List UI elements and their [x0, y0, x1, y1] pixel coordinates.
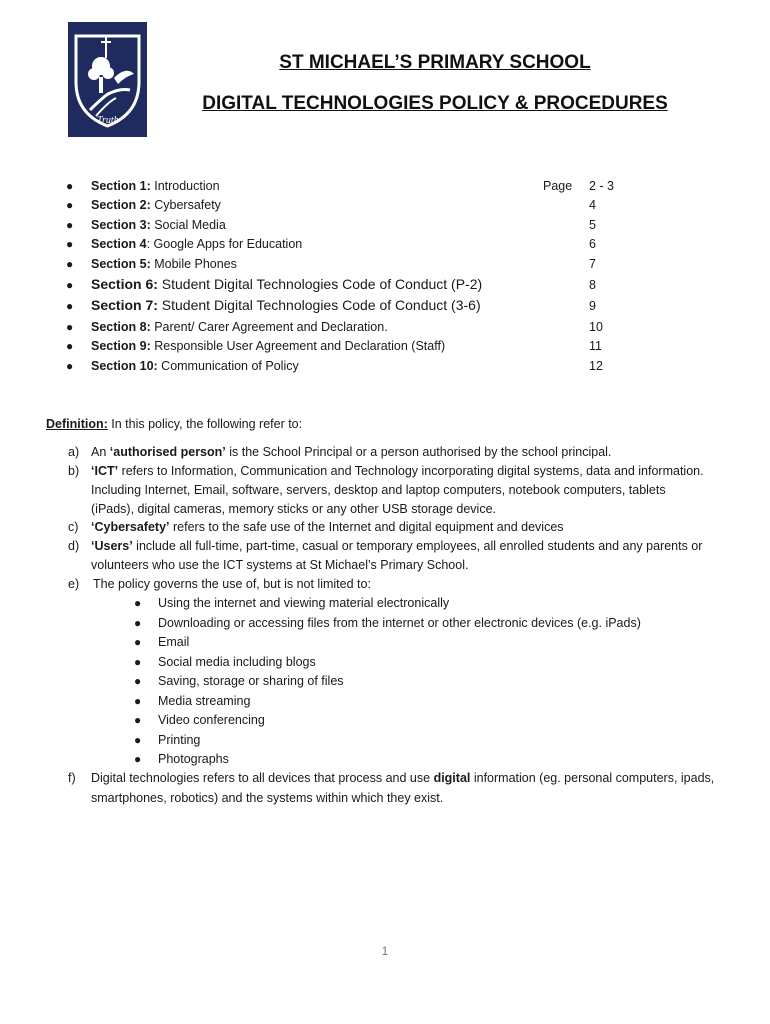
- bullet-icon: ●: [134, 752, 142, 766]
- school-crest-logo: [68, 22, 147, 137]
- list-item-text: Email: [158, 635, 190, 649]
- toc-item-label: [91, 198, 221, 212]
- list-marker: e): [68, 577, 80, 591]
- toc-section-title: Mobile Phones: [150, 257, 237, 271]
- toc-section-number: Section 4: [91, 237, 147, 251]
- bullet-icon: ●: [66, 299, 74, 313]
- bullet-icon: ●: [66, 218, 74, 232]
- toc-section-title: Student Digital Technologies Code of Conduct (P-2): [157, 276, 483, 292]
- bullet-icon: ●: [66, 237, 74, 251]
- toc-page-number: 9: [589, 299, 596, 313]
- definition-heading: [46, 417, 302, 431]
- bullet-icon: ●: [134, 616, 142, 630]
- bullet-icon: ●: [66, 179, 74, 193]
- list-marker: a): [68, 445, 80, 459]
- toc-page-number: 11: [589, 339, 602, 353]
- list-marker: f): [68, 771, 76, 785]
- bullet-icon: ●: [134, 694, 142, 708]
- definition-text: [91, 445, 611, 459]
- definition-intro: In this policy, the following refer to:: [107, 417, 303, 431]
- toc-page-heading: Page: [543, 179, 573, 193]
- toc-page-number: 7: [589, 257, 596, 271]
- definition-continuation: (iPads), digital cameras, memory sticks or any other USB storage device.: [91, 502, 497, 516]
- definition-post: is the School Principal or a person authorised by the school principal.: [225, 445, 612, 459]
- definition-continuation: Including Internet, Email, software, servers, desktop and laptop computers, notebook computers, tablets: [91, 483, 666, 497]
- defined-term: ‘authorised person’: [109, 445, 226, 459]
- bullet-icon: ●: [134, 635, 142, 649]
- list-item-text: Social media including blogs: [158, 655, 316, 669]
- list-item-text: Downloading or accessing files from the internet or other electronic devices (e.g. iPads): [158, 616, 641, 630]
- toc-item-label: [91, 237, 302, 251]
- definition-post: refers to the safe use of the Internet and digital equipment and devices: [169, 520, 564, 534]
- toc-page-number: 4: [589, 198, 596, 212]
- toc-section-number: Section 5:: [91, 257, 151, 271]
- definition-continuation: volunteers who use the ICT systems at St Michael’s Primary School.: [91, 558, 469, 572]
- bullet-icon: ●: [66, 339, 74, 353]
- definition-pre: Digital technologies refers to all devices that process and use: [91, 771, 434, 785]
- defined-term: ‘Cybersafety’: [91, 520, 170, 534]
- bullet-icon: ●: [134, 674, 142, 688]
- policy-title: DIGITAL TECHNOLOGIES POLICY & PROCEDURES: [202, 93, 668, 114]
- bullet-icon: ●: [66, 278, 74, 292]
- toc-section-number: Section 7:: [91, 297, 158, 313]
- toc-section-title: Social Media: [150, 218, 226, 232]
- school-name-title: ST MICHAEL’S PRIMARY SCHOOL: [279, 52, 591, 73]
- bullet-icon: ●: [134, 596, 142, 610]
- defined-term: ‘Users’: [91, 539, 133, 553]
- list-marker: c): [68, 520, 79, 534]
- toc-item-label: [91, 320, 388, 334]
- toc-item-label: [91, 276, 482, 292]
- bullet-icon: ●: [134, 655, 142, 669]
- toc-item-label: [91, 257, 237, 271]
- page-number: 1: [381, 944, 389, 958]
- definition-post: refers to Information, Communication and Technology incorporating digital systems, data and information.: [118, 464, 704, 478]
- toc-page-number: 5: [589, 218, 596, 232]
- toc-section-title: Cybersafety: [150, 198, 221, 212]
- toc-item-label: [91, 218, 226, 232]
- toc-page-number: 12: [589, 359, 603, 373]
- bullet-icon: ●: [134, 733, 142, 747]
- bullet-icon: ●: [66, 257, 74, 271]
- definition-text: [91, 464, 704, 478]
- crest-motto: Truth: [97, 115, 119, 126]
- toc-section-title: Student Digital Technologies Code of Conduct (3-6): [157, 297, 481, 313]
- bullet-icon: ●: [66, 320, 74, 334]
- definition-post: information (eg. personal computers, ipads,: [470, 771, 715, 785]
- list-item-text: Using the internet and viewing material electronically: [158, 596, 450, 610]
- toc-section-number: Section 1:: [91, 179, 151, 193]
- definition-text: [91, 539, 702, 553]
- toc-item-label: [91, 359, 299, 373]
- toc-section-number: Section 10:: [91, 359, 158, 373]
- toc-section-number: Section 8:: [91, 320, 151, 334]
- toc-page-number: 8: [589, 278, 596, 292]
- toc-section-title: Communication of Policy: [157, 359, 299, 373]
- toc-page-number: 2 - 3: [589, 179, 615, 193]
- toc-section-number: Section 2:: [91, 198, 151, 212]
- toc-section-number: Section 9:: [91, 339, 151, 353]
- toc-page-number: 6: [589, 237, 596, 251]
- toc-section-title: : Google Apps for Education: [146, 237, 303, 251]
- defined-term: digital: [433, 771, 471, 785]
- list-item-text: Media streaming: [158, 694, 251, 708]
- toc-item-label: [91, 339, 445, 353]
- toc-section-title: Responsible User Agreement and Declaration (Staff): [150, 339, 446, 353]
- toc-item-label: [91, 297, 481, 313]
- list-item-text: Saving, storage or sharing of files: [158, 674, 344, 688]
- defined-term: ‘ICT’: [91, 464, 119, 478]
- definition-text: [91, 771, 714, 785]
- definition-post: include all full-time, part-time, casual or temporary employees, all enrolled students and any parents or: [132, 539, 703, 553]
- bullet-icon: ●: [66, 198, 74, 212]
- list-item-text: Photographs: [158, 752, 229, 766]
- list-item-text: Video conferencing: [158, 713, 265, 727]
- bullet-icon: ●: [66, 359, 74, 373]
- list-item-text: Printing: [158, 733, 201, 747]
- definition-continuation: smartphones, robotics) and the systems within which they exist.: [91, 791, 444, 805]
- toc-section-number: Section 3:: [91, 218, 151, 232]
- list-marker: b): [68, 464, 80, 478]
- toc-page-number: 10: [589, 320, 603, 334]
- toc-section-title: Parent/ Carer Agreement and Declaration.: [150, 320, 388, 334]
- definition-text: [91, 520, 564, 534]
- bullet-icon: ●: [134, 713, 142, 727]
- toc-item-label: [91, 179, 220, 193]
- definition-label: Definition:: [46, 417, 108, 431]
- definition-pre: An: [91, 445, 110, 459]
- list-marker: d): [68, 539, 80, 553]
- definition-text: The policy governs the use of, but is not limited to:: [93, 577, 371, 591]
- toc-section-number: Section 6:: [91, 276, 158, 292]
- toc-section-title: Introduction: [150, 179, 220, 193]
